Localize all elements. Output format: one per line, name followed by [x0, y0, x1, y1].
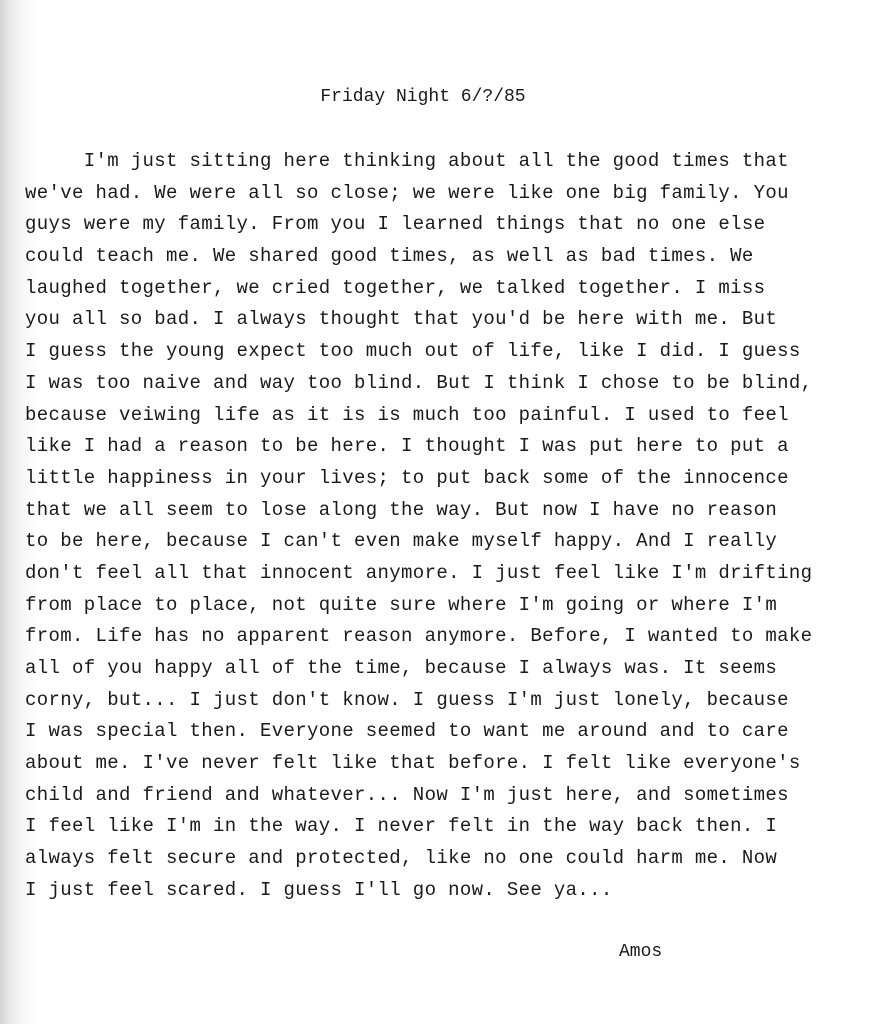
- letter-line: I was too naive and way too blind. But I think I chose to be blind,: [25, 371, 813, 394]
- letter-line: to be here, because I can't even make myself happy. And I really: [25, 530, 778, 553]
- letter-body: [25, 146, 889, 907]
- letter-line: could teach me. We shared good times, as well as bad times. We: [25, 245, 754, 268]
- letter-title: Friday Night 6/?/85: [320, 87, 526, 107]
- letter-line: we've had. We were all so close; we were like one big family. You: [25, 181, 789, 204]
- letter-line: from place to place, not quite sure where I'm going or where I'm: [25, 593, 778, 616]
- letter-line: little happiness in your lives; to put back some of the innocence: [25, 466, 789, 489]
- letter-line: child and friend and whatever... Now I'm just here, and sometimes: [25, 783, 789, 806]
- letter-line: laughed together, we cried together, we talked together. I miss: [25, 276, 766, 299]
- letter-line: like I had a reason to be here. I thought I was put here to put a: [25, 435, 789, 458]
- letter-line: because veiwing life as it is is much too painful. I used to feel: [25, 403, 789, 426]
- letter-line: I just feel scared. I guess I'll go now. See ya...: [25, 878, 613, 901]
- letter-line: always felt secure and protected, like no one could harm me. Now: [25, 847, 778, 870]
- letter-line: I was special then. Everyone seemed to want me around and to care: [25, 720, 789, 743]
- letter-line: about me. I've never felt like that before. I felt like everyone's: [25, 752, 801, 775]
- letter-line: I'm just sitting here thinking about all the good times that: [25, 150, 789, 172]
- letter-line: I guess the young expect too much out of life, like I did. I guess: [25, 340, 801, 363]
- letter-line: you all so bad. I always thought that you'd be here with me. But: [25, 308, 778, 331]
- letter-line: all of you happy all of the time, because I always was. It seems: [25, 657, 778, 679]
- letter-line: don't feel all that innocent anymore. I just feel like I'm drifting: [25, 561, 813, 584]
- letter-line: guys were my family. From you I learned things that no one else: [25, 213, 766, 236]
- letter-line: from. Life has no apparent reason anymore. Before, I wanted to make: [25, 625, 813, 648]
- letter-line: I feel like I'm in the way. I never felt in the way back then. I: [25, 815, 778, 838]
- signature: Amos: [619, 942, 663, 962]
- letter-line: corny, but... I just don't know. I guess I'm just lonely, because: [25, 688, 789, 711]
- letter-line: that we all seem to lose along the way. But now I have no reason: [25, 498, 778, 521]
